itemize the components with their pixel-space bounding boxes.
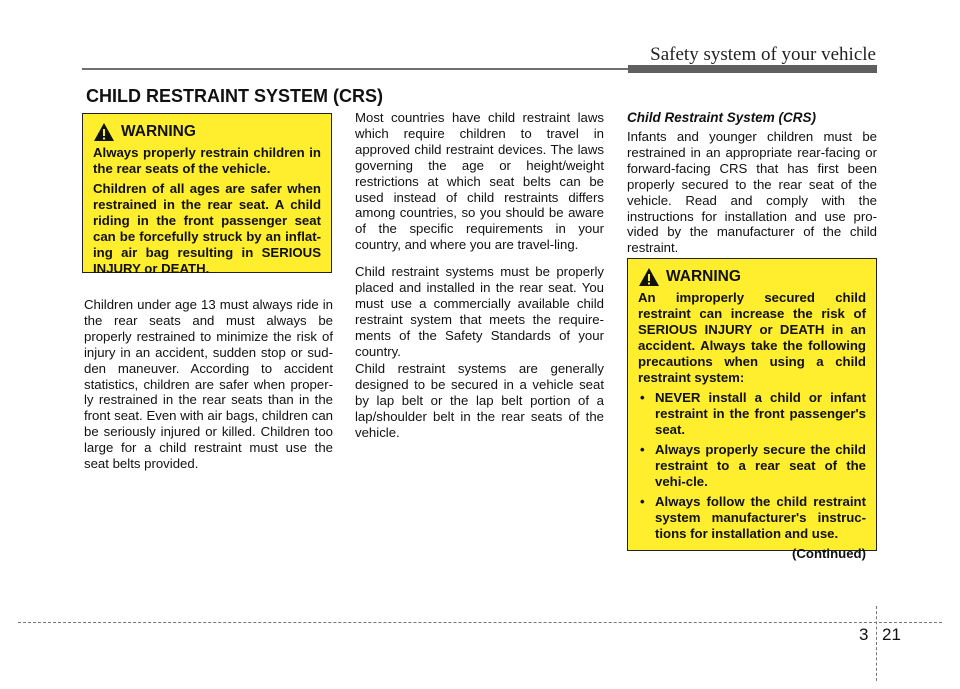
footer-divider <box>876 606 877 681</box>
header-rule-accent <box>628 65 877 73</box>
subheading-crs: Child Restraint System (CRS) <box>627 110 817 125</box>
body-paragraph: Infants and younger children must be restrained in an appropriate rear-facing or forward-facing CRS that has first been properly secured to the rear seat of the vehicle. Read and comply with the instructions for installation and use pro-vided by the manufacturer of the child restraint. <box>627 129 877 256</box>
warning-header <box>93 122 321 142</box>
warning-bullet: • NEVER install a child or infant restraint in the front passenger's seat. <box>638 390 866 438</box>
warning-box-rear-seats <box>82 113 332 276</box>
warning-triangle-icon <box>93 122 115 142</box>
warning-bullet-list <box>638 390 866 542</box>
page-number: 21 <box>882 625 901 644</box>
running-header-title: Safety system of your vehicle <box>650 44 876 65</box>
warning-header <box>638 267 866 287</box>
warning-text: An improperly secured child restraint can increase the risk of SERIOUS INJURY or DEATH in an accident. Always take the following precautions when using a child restraint system: <box>638 290 866 385</box>
continued-label: (Continued) <box>792 546 866 561</box>
warning-bullet: • Always follow the child restraint system manufacturer's instruc-tions for installation and use. <box>638 494 866 542</box>
body-paragraph: Child restraint systems must be properly placed and installed in the rear seat. You must use a commercially available child restraint system that meets the require-ments of the Safety Standards of your country. <box>355 264 604 359</box>
warning-text: Always properly restrain children in the rear seats of the vehicle. <box>93 145 321 176</box>
warning-box-crs-installation <box>627 258 877 561</box>
warning-bullet: • Always properly secure the child restraint to a rear seat of the vehi-cle. <box>638 442 866 490</box>
warning-triangle-icon <box>638 267 660 287</box>
warning-text: Children of all ages are safer when restrained in the rear seat. A child riding in the front passenger seat can be forcefully struck by an inflat-ing air bag resulting in SERIOUS INJURY or DEATH. <box>93 181 321 276</box>
warning-label: WARNING <box>666 268 741 285</box>
warning-label: WARNING <box>121 123 196 140</box>
footer-rule <box>18 622 942 623</box>
body-paragraph: Most countries have child restraint laws which require children to travel in approved child restraint devices. The laws governing the age or height/weight restrictions at which seat belts can be used instead of child restraints differs among countries, so you should be aware of the specific requirements in your country, and where you are travel-ling. <box>355 110 604 253</box>
body-paragraph: Child restraint systems are generally designed to be secured in a vehicle seat by lap belt or the lap belt portion of a lap/shoulder belt in the rear seats of the vehicle. <box>355 361 604 440</box>
page-section-number: 3 <box>859 625 869 644</box>
body-paragraph: Children under age 13 must always ride in the rear seats and must always be properly restrained to minimize the risk of injury in an accident, sudden stop or sud-den maneuver. According to accident statistics, children are safer when proper-ly restrained in the rear seats than in the front seat. Even with air bags, children can be seriously injured or killed. Children too large for a child restraint must use the seat belts provided. <box>84 297 333 472</box>
section-title: CHILD RESTRAINT SYSTEM (CRS) <box>86 86 383 106</box>
